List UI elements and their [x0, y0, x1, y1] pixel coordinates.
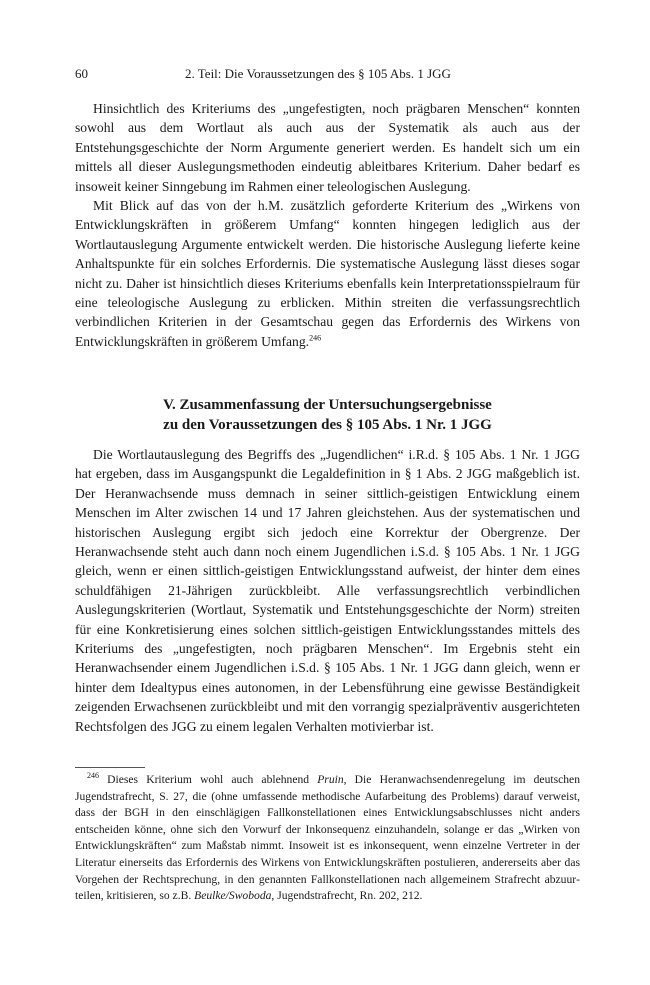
footnote: $^{246}$ Dieses Kriterium wohl auch ablehnend Pruin, Die Heranwachsendenregelung im deutschen Jugendstrafrecht, S. 27, die (ohne umfassende methodische Aufarbeitung des Problems) darauf verweist, dass der BGH in den einschlägigen Fallkonstellationen eines Entwicklungsabschlusses nicht anders entscheiden könne, ohne sich den Vorwurf der Inkonsequenz einzuhandeln, solange er das „Wirken von Entwicklungskräften“ zum Maßstab nimmt. Insoweit ist es inkonsequent, wenn einzelne Vertreter in der Literatur einerseits das Erfordernis des Wirkens von Entwicklungskräften postulieren, andererseits aber das Vorgehen der Rechtsprechung, in den genannten Fallkonstellationen nach allgemeinem Strafrecht abzuurteilen, kritisieren, so z.B. Beulke/Swoboda, Jugendstrafrecht, Rn. 202, 212.	[75, 771, 580, 903]
body-text-summary	[75, 445, 580, 736]
paragraph-entwicklungskraefte: Mit Blick auf das von der h.M. zusätzlich geforderte Kriterium des „Wirkens von Entwicklungskräften in größerem Umfang“ konnten hingegen lediglich aus der Wortlautauslegung Argumente entwickelt werden. Die historische Auslegung lieferte keine Anhaltspunkte für ein solches Erfordernis. Die systematische Auslegung lässt dieses sogar nicht zu. Daher ist hinsichtlich dieses Kriteriums ebenfalls kein Interpretationsspielraum für eine teleologische Auslegung zu erblicken. Mithin streiten die verfassungsrechtlich verbindlichen Kriterien in der Gesamtschau gegen das Erfordernis des Wirkens von Entwicklungskräften in größerem Umfang.$^{246}$	[75, 198, 580, 349]
running-title: 2. Teil: Die Voraussetzungen des § 105 Abs. 1 JGG	[185, 66, 451, 81]
section-heading	[75, 396, 580, 435]
paragraph-summary: Die Wortlautauslegung des Begriffs des „Jugendlichen“ i.R.d. § 105 Abs. 1 Nr. 1 JGG hat ergeben, dass im Ausgangspunkt die Legaldefinition in § 1 Abs. 2 JGG maßgeblich ist. Der Heranwachsende muss demnach in seiner sittlich-geistigen Entwicklung einem Menschen im Alter zwischen 14 und 17 Jahren gleichstehen. Aus der systematischen und historischen Auslegung ergibt sich jedoch eine Korrektur der Obergrenze. Der Heranwachsende steht auch dann noch einem Jugendlichen i.S.d. § 105 Abs. 1 Nr. 1 JGG gleich, wenn er einen sittlich-geistigen Entwicklungsstand aufweist, der hinter dem eines schuldfähigen 21-Jährigen zurückbleibt. Alle verfassungsrechtlich verbindlichen Auslegungskriterien (Wortlaut, Systematik und Entstehungsgeschichte der Norm) streiten für eine Konkretisierung eines solchen sittlich-geistigen Entwicklungsstandes mittels des Kriteriums des „ungefestigten, noch prägbaren Menschen“. Im Ergebnis steht ein Heranwachsender einem Jugendlichen i.S.d. § 105 Abs. 1 Nr. 1 JGG dann gleich, wenn er hinter dem Idealtypus eines autonomen, in der Lebensführung eine gewisse Beständigkeit zeigenden Erwachsenen zurückbleibt und mit den vorrangig spezialpräventiv ausgerichteten Rechtsfolgen des JGG zu einem legalen Verhalten motivierbar ist.	[75, 447, 580, 734]
section-heading-line-1: V. Zusammenfassung der Untersuchungsergebnisse	[163, 397, 492, 413]
paragraph-ungefestigt: Hinsichtlich des Kriteriums des „ungefestigten, noch prägbaren Menschen“ konnten sowohl aus dem Wortlaut als auch aus der Systematik als auch aus der Entstehungsgeschichte der Norm Argumente generiert werden. Es handelt sich um ein mittels all dieser Auslegungsmethoden eindeutig ableitbares Kriterium. Daher bedarf es insoweit keiner Sinngebung im Rahmen einer teleologischen Auslegung.	[75, 101, 580, 194]
footnote-reference: 246	[309, 333, 322, 343]
page-number: 60	[75, 66, 88, 81]
footnote-separator	[75, 767, 145, 768]
footnote-author-pruin: Pruin	[317, 773, 344, 786]
footnote-number: 246	[87, 771, 99, 781]
footnote-author-beulke-swoboda: Beulke/Swoboda	[194, 889, 272, 903]
section-heading-line-2: zu den Voraussetzungen des § 105 Abs. 1 Nr. 1 JGG	[163, 416, 492, 433]
body-text-top	[75, 99, 580, 351]
